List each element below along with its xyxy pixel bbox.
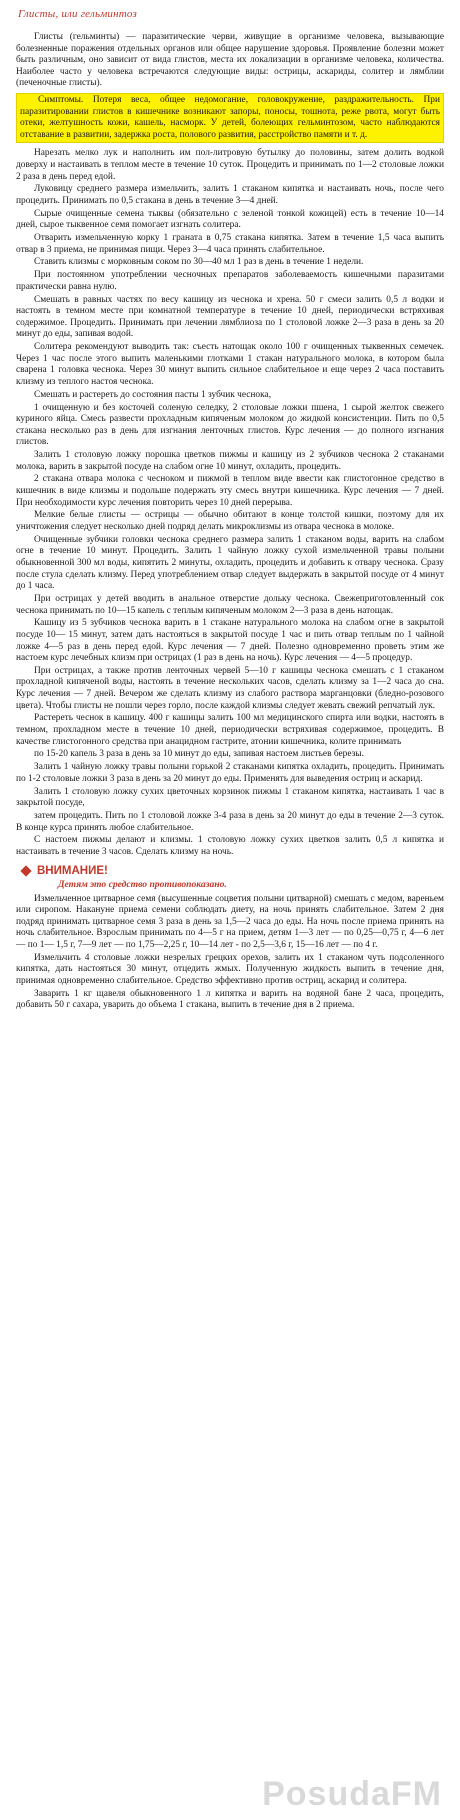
recipe-paragraph: При острицах у детей вводить в анальное отверстие дольку чеснока. Свежеприготовленный сок чеснока принимать по 10—15 капель с теплым кипяченым молоком 2—3 раза в день натощак. bbox=[16, 593, 444, 616]
recipe-paragraph: Смешать и растереть до состояния пасты 1 зубчик чеснока, bbox=[34, 389, 272, 400]
warning-title: ВНИМАНИЕ! bbox=[37, 864, 108, 877]
symptoms-highlight: Симптомы. Потеря веса, общее недомогание, головокружение, раздражительность. При паразитировании глистов в кишечнике возникают запоры, поносы, тошнота, реже рвота, могут быть отеки, желтушность кожи, кашель, насморк. У детей, болеющих гельминтозом, часто наблюдаются отставание в развитии, задержка роста, полового развития, расстройство памяти и т. д. bbox=[16, 93, 444, 143]
recipe-paragraph: 1 очищенную и без косточей соленую селедку, 2 столовые ложки пшена, 1 сырой желток свежего куриного яйца. Смесь развести прохладным кипяченым молоком до жидкой консистенции. Пить по 0,5 стакана несколько раз в день для изгнания ленточных глистов. Курс лечения — до полного изгнания глистов. bbox=[16, 402, 444, 448]
warning-header bbox=[22, 865, 444, 877]
after-warning-list bbox=[16, 894, 444, 1012]
recipe-paragraph: Залить 1 чайную ложку травы полыни горькой 2 стаканами кипятка охладить, процедить. Принимать по 1-2 столовые ложки 3 раза в день за 20 минут до еды. Применять для выведения остриц и аскарид. bbox=[16, 762, 444, 784]
recipe-paragraph: Солитера рекомендуют выводить так: съесть натощак около 100 г очищенных тыквенных семечек. Через 1 час после этого выпить маленькими глотками 1 стакан натурального молока, в котором была сварена 1 головка чеснока. Через 30 минут выпить сильное слабительное и еще через 2 часа поставить клизму из теплого настоя чеснока. bbox=[16, 342, 444, 387]
recipe-paragraph: Мелкие белые глисты — острицы — обычно обитают в конце толстой кишки, поэтому для их уничтожения следует несколько дней подряд делать микроклизмы из отвара чеснока в молоке. bbox=[16, 510, 444, 532]
recipe-paragraph: Залить 1 столовую ложку сухих цветочных корзинок пижмы 1 стаканом кипятка, настаивать 1 час в закрытой посуде, bbox=[16, 786, 444, 809]
recipe-paragraph: При постоянном употреблении чесночных препаратов заболеваемость кишечными паразитами практически равна нулю. bbox=[16, 270, 444, 292]
recipe-paragraph: Измельченное цитварное семя (высушенные соцветия полыни цитварной) смешать с медом, вареньем или сиропом. Накануне приема семени соблюдать диету, на ночь принять слабительное. Затем 2 дня подряд принимать цитварное семя 3 раза в день за 1,5—2 часа до еды. На ночь после приема принять на ночь слабительное. Взрослым принимать по 4—5 г на прием, детям 1—3 лет — по 0,25—0,75 г, 4—6 лет — по 1— 1,5 г, 7—9 лет — по 1,75—2,25 г, 10—14 лет - по 2,5—3,6 г, 15—16 лет — по 4 г. bbox=[16, 893, 444, 950]
recipe-paragraph: Измельчить 4 столовые ложки незрелых грецких орехов, залить их 1 стаканом чуть подсоленного кипятка, дать настояться 30 минут, отцедить жмых. Полученную жидкость выпить в течение дня, принимая одновременно слабительное. Средство эффективно против остриц, аскарид и солитера. bbox=[16, 952, 444, 986]
recipe-paragraph: 2 стакана отвара молока с чесноком и пижмой в теплом виде ввести как глистогонное средство в кишечник в виде клизмы и подольше подержать эту смесь внутри кишечника. Курс лечения — 7 дней. При необходимости курс лечения повторить через 10 дней перерыва. bbox=[16, 474, 444, 508]
warning-subtitle: Детям это средство противопоказано. bbox=[58, 878, 227, 890]
recipe-paragraph: Отварить измельченную корку 1 граната в 0,75 стакана кипятка. Затем в течение 1,5 часа выпить отвар в 3 приема, не принимая пищи. Через 3—4 часа принять слабительное. bbox=[16, 233, 444, 255]
recipe-paragraph: затем процедить. Пить по 1 столовой ложке 3-4 раза в день за 20 минут до еды в течение 2—3 суток. В конце курса принять любое слабительное. bbox=[16, 810, 444, 833]
recipe-paragraph: Смешать в равных частях по весу кашицу из чеснока и хрена. 50 г смеси залить 0,5 л водки и настоять в темном месте при комнатной температуре в течение 10 дней, периодически встряхивая содержимое. Процедить. Принимать при лечении лямблиоза по 1 столовой ложке 2—3 раза в день за 20 минут до еды, запивая водой. bbox=[16, 294, 444, 340]
recipe-paragraph: Нарезать мелко лук и наполнить им пол-литровую бутылку до половины, затем долить водкой доверху и настаивать в теплом месте в течение 10 суток. Процедить и принимать по 1—2 столовые ложки 2 раза в день перед едой. bbox=[16, 148, 444, 182]
recipe-paragraph: При острицах, а также против ленточных червей 5—10 г кашицы чеснока смешать с 1 стаканом прохладной кипяченой воды, настоять в течение нескольких часов, сделать клизму за 1—2 часа до сна. Курс лечения — 7 дней. Вечером же сделать клизму из слабого раствора марганцовки (бледно-розового цвета). Чтобы глисты не пошли через горло, после каждой клизмы следует жевать свежий репчатый лук. bbox=[16, 665, 444, 711]
recipe-paragraph: по 15-20 капель 3 раза в день за 10 минут до еды, запивая настоем листьев березы. bbox=[34, 749, 364, 760]
recipe-paragraph: Залить 1 столовую ложку порошка цветков пижмы и кашицу из 2 зубчиков чеснока 2 стаканами молока, варить в закрытой посуде на слабом огне 10 минут, охладить, процедить. bbox=[16, 450, 444, 472]
intro-paragraph: Глисты (гельминты) — паразитические черви, живущие в организме человека, вызывающие болезненные поражения отдельных органов или общее нарушение здоровья. Проявление болезни может быть различным, оно зависит от вида глистов, места их локализации в организме человека, количества. Наиболее часто у человека встречаются следующие виды: острицы, аскариды, солитер и лямблии (печеночные глисты). bbox=[16, 32, 444, 89]
recipe-paragraph: Растереть чеснок в кашицу. 400 г кашицы залить 100 мл медицинского спирта или водки, настоять в темном, прохладном месте в течение 10 дней, периодически встряхивая содержимое, процедить. В качестве глистогонного средства при анацидном гастрите, атонии кишечника, колите принимать bbox=[16, 713, 444, 747]
recipe-paragraph: С настоем пижмы делают и клизмы. 1 столовую ложку сухих цветков залить 0,5 л кипятка и настаивать в течение 3 часов. Сделать клизму на ночь. bbox=[16, 835, 444, 857]
warning-diamond-icon bbox=[20, 865, 31, 876]
article-title: Глисты, или гельминтоз bbox=[18, 8, 137, 20]
recipes-list bbox=[16, 148, 444, 858]
watermark-logo: PosudaFM bbox=[262, 1775, 442, 1813]
recipe-paragraph: Очищенные зубчики головки чеснока среднего размера залить 1 стаканом воды, варить на слабом огне в течение 10 минут. Процедить. Залить 1 чайную ложку сухой измельченной травы полыни обыкновенной 300 мл воды, кипятить 2 минуты, охладить, процедить и добавить к отвару чеснока. Сразу после стула сделать клизму. Перед употреблением отвар следует выдержать в закрытой посуде от 4 минут до 1 часа. bbox=[16, 534, 444, 592]
recipe-paragraph: Ставить клизмы с морковным соком по 30—40 мл 1 раз в день в течение 1 недели. bbox=[34, 257, 364, 268]
recipe-paragraph: Сырые очищенные семена тыквы (обязательно с зеленой тонкой кожицей) есть в течение 10—14 дней, сырое тыквенное семя помогает изгнать солитера. bbox=[16, 208, 444, 231]
recipe-paragraph: Кашицу из 5 зубчиков чеснока варить в 1 стакане натурального молока на слабом огне в закрытой посуде 10— 15 минут, затем дать настояться в закрытой посуде 1 час и пить отвар теплым по 1 чайной ложке 4—5 раз в день перед едой. Курс лечения — 7 дней. Полезно одновременно проветь этим же настоем курс лечебных клизм при острицах (1 раз в день на ночь). Курс лечения — 4—5 процедур. bbox=[16, 618, 444, 664]
recipe-paragraph: Заварить 1 кг щавеля обыкновенного 1 л кипятка и варить на водяной бане 2 часа, процедить, добавить 50 г сахара, уварить до объема 1 стакана, выпить в течение дня в 2 приема. bbox=[16, 988, 444, 1011]
recipe-paragraph: Луковицу среднего размера измельчить, залить 1 стаканом кипятка и настаивать ночь, после чего процедить. Принимать по 0,5 стакана в день в течение 3—4 дней. bbox=[16, 184, 444, 206]
